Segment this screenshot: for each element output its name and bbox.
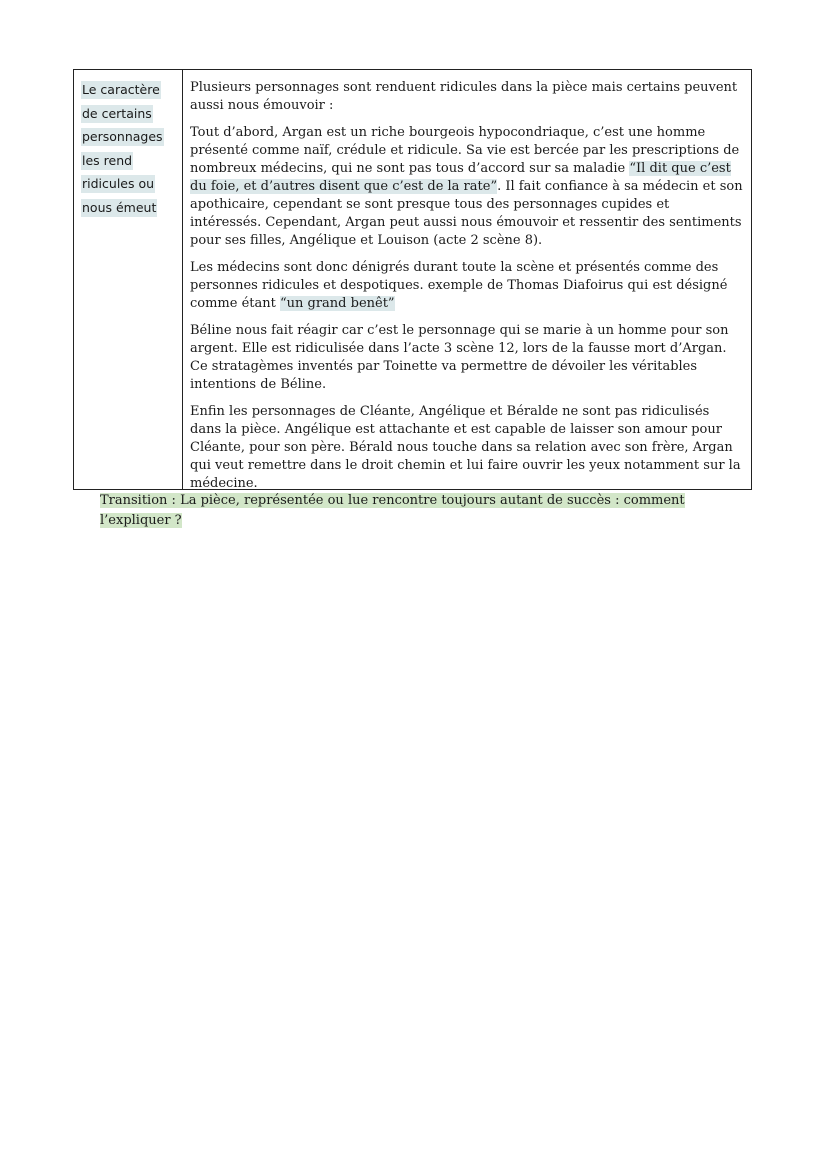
paragraph-intro: Plusieurs personnages sont renduent ridicules dans la pièce mais certains peuvent aussi nous émouvoir : — [190, 80, 738, 113]
label-line: les rend — [82, 152, 133, 168]
argan-text-after: . Il fait confiance à sa médecin et son apothicaire, cependant se sont presque tous des personnages cupides et intéressés. Cependant, Argan peut aussi nous émouvoir et ressentir des sentiments pour ses filles, Angélique et Louison (acte 2 scène 8). — [190, 179, 743, 248]
table-right-cell — [183, 70, 751, 489]
paragraph-enfin: Enfin les personnages de Cléante, Angélique et Béralde ne sont pas ridiculisés dans la pièce. Angélique est attachante et est capable de laisser son amour pour Cléante, pour son père. Bérald nous touche dans sa relation avec son frère, Argan qui veut remettre dans le droit chemin et lui faire ouvrir les yeux notamment sur la médecine. — [190, 404, 741, 491]
transition-text: Transition : La pièce, représentée ou lue rencontre toujours autant de succès : comment l’expliquer ? — [100, 493, 685, 528]
paragraph-medecins — [190, 259, 743, 313]
table-left-cell — [74, 70, 183, 489]
label-line: personnages — [82, 129, 163, 145]
label-line: ridicules ou — [82, 176, 155, 192]
content-table — [73, 69, 752, 490]
label-line: de certains — [82, 105, 152, 121]
label-line: nous émeut — [82, 199, 157, 215]
label-line: Le caractère — [82, 82, 160, 97]
paragraph-beline: Béline nous fait réagir car c’est le personnage qui se marie à un homme pour son argent. Elle est ridiculisée dans l’acte 3 scène 12, lors de la fausse mort d’Argan. Ce stratagèmes inventés par Toinette va permettre de dévoiler les véritables intentions de Béline. — [190, 323, 729, 392]
argan-quote: “Il dit que c’est du foie, et d’autres disent que c’est de la rate” — [190, 161, 731, 194]
paragraph-argan — [190, 124, 743, 250]
medecins-quote: “un grand benêt” — [279, 296, 395, 311]
argan-text-before: Tout d’abord, Argan est un riche bourgeois hypocondriaque, c’est une homme présenté comme naïf, crédule et ridicule. Sa vie est bercée par les prescriptions de nombreux médecins, qui ne sont pas tous d’accord sur sa maladie — [190, 125, 740, 176]
transition-line — [100, 491, 700, 531]
medecins-text: Les médecins sont donc dénigrés durant toute la scène et présentés comme des personnes ridicules et despotiques. exemple de Thomas Diafoirus qui est désigné comme étant — [190, 260, 728, 311]
